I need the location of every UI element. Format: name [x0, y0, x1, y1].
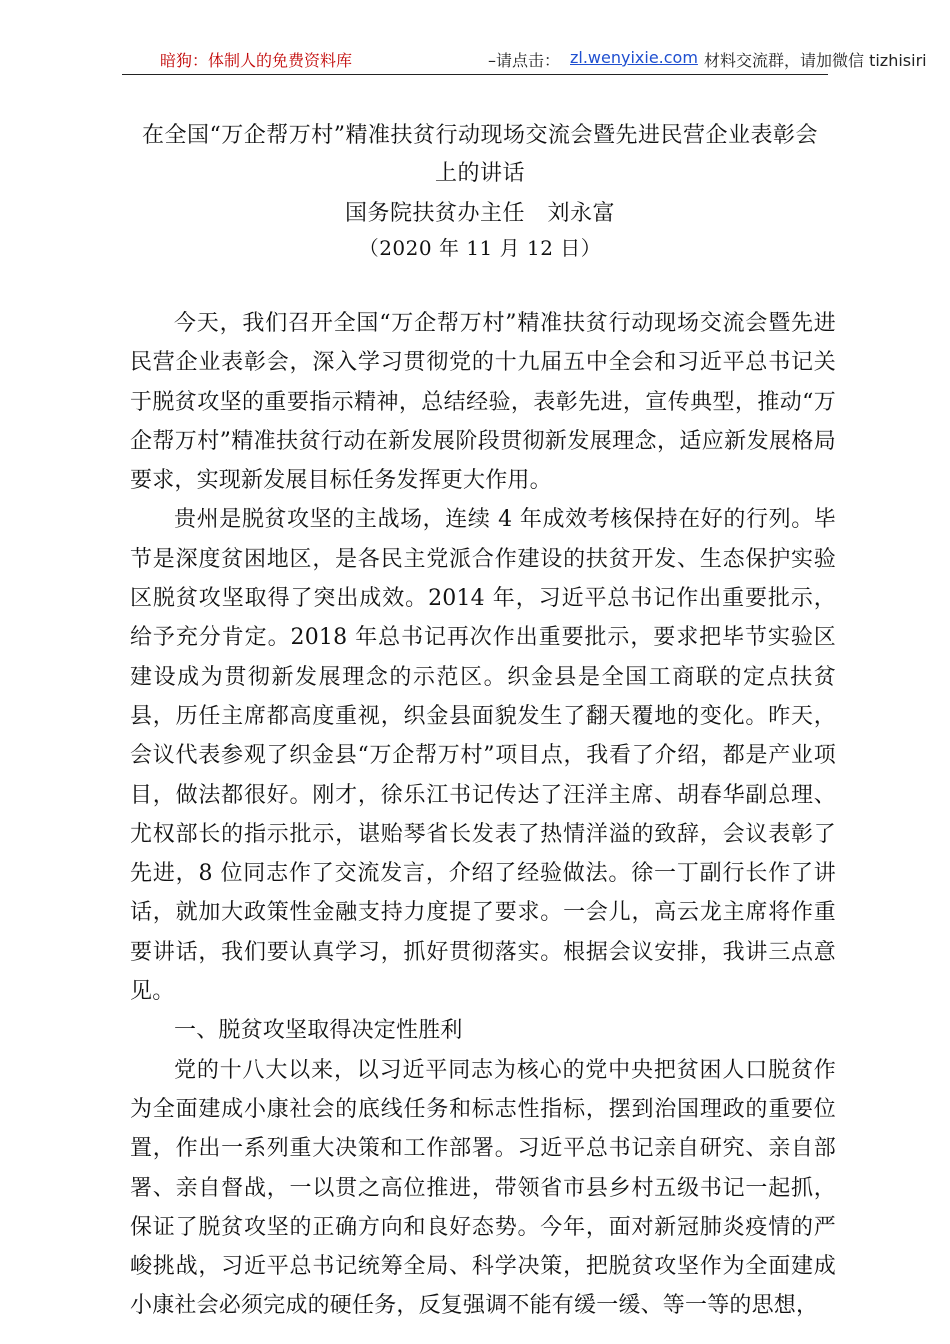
title-line-1: 在全国“万企帮万村”精准扶贫行动现场交流会暨先进民营企业表彰会 [142, 123, 818, 148]
page-header [122, 44, 927, 75]
paragraph: 贵州是脱贫攻坚的主战场，连续 4 年成效考核保持在好的行列。毕节是深度贫困地区，是各民主党派合作建设的扶贫开发、生态保护实验区脱贫攻坚取得了突出成效。2014 年，习近平总书记作出重要批示，给予充分肯定。2018 年总书记再次作出重要批示，要求把毕节实验区建设成为贯彻新发展理念的示范区。织金县是全国工商联的定点扶贫县，历任主席都高度重视，织金县面貌发生了翻天覆地的变化。昨天，会议代表参观了织金县“万企帮万村”项目点，我看了介绍，都是产业项目，做法都很好。刚才，徐乐江书记传达了汪洋主席、胡春华副总理、尤权部长的指示批示，谌贻琴省长发表了热情洋溢的致辞，会议表彰了先进，8 位同志作了交流发言，介绍了经验做法。徐一丁副行长作了讲话，就加大政策性金融支持力度提了要求。一会儿，高云龙主席将作重要讲话，我们要认真学习，抓好贯彻落实。根据会议安排，我讲三点意见。 [130, 507, 836, 1005]
speaker-line: 国务院扶贫办主任 刘永富 [344, 201, 615, 226]
title-line-2: 上的讲话 [434, 161, 525, 186]
date-line: （2020 年 11 月 12 日） [358, 236, 602, 260]
header-link[interactable]: zl.wenyixie.com [570, 48, 698, 67]
header-prompt: –请点击： [488, 51, 561, 70]
section-heading: 一、脱贫攻坚取得决定性胜利 [174, 1018, 463, 1044]
paragraph: 党的十八大以来，以习近平同志为核心的党中央把贫困人口脱贫作为全面建成小康社会的底线任务和标志性指标，摆到治国理政的重要位置，作出一系列重大决策和工作部署。习近平总书记亲自研究、亲自部署、亲自督战，一以贯之高位推进，带领省市县乡村五级书记一起抓，保证了脱贫攻坚的正确方向和良好态势。今年，面对新冠肺炎疫情的严峻挑战，习近平总书记统筹全局、科学决策，把脱贫攻坚作为全面建成小康社会必须完成的硬任务，反复强调不能有缓一缓、等一等的思想， [130, 1057, 836, 1319]
paragraph: 今天，我们召开全国“万企帮万村”精准扶贫行动现场交流会暨先进民营企业表彰会，深入学习贯彻党的十九届五中全会和习近平总书记关于脱贫攻坚的重要指示精神，总结经验，表彰先进，宣传典型，推动“万企帮万村”精准扶贫行动在新发展阶段贯彻新发展理念，适应新发展格局要求，实现新发展目标任务发挥更大作用。 [130, 311, 836, 494]
header-group-info: 材料交流群，请加微信 tizhisiri [704, 51, 927, 70]
header-brand: 暗狗：体制人的免费资料库 [160, 51, 353, 70]
document-body [130, 304, 836, 1326]
